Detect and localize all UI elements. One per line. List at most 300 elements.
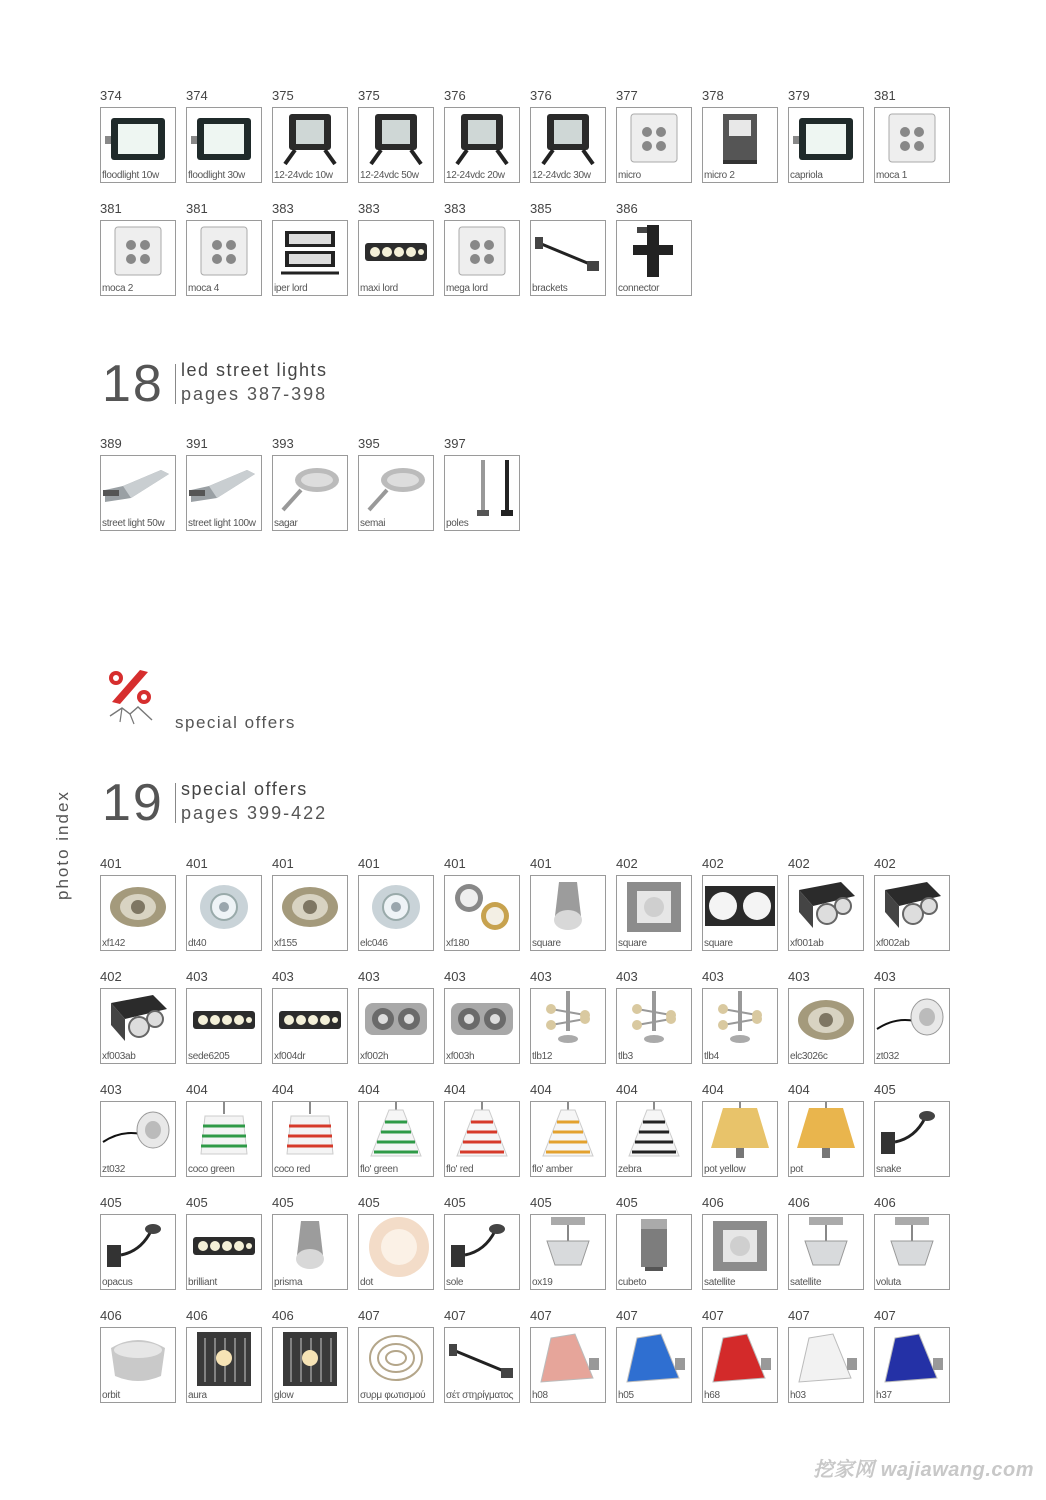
page-number: 383 xyxy=(272,201,294,216)
page-number: 376 xyxy=(444,88,466,103)
page-number: 403 xyxy=(874,969,896,984)
glass-lamp-icon xyxy=(187,876,261,938)
product-tile xyxy=(530,969,606,1064)
recessed-spot-icon xyxy=(789,876,863,938)
page-number: 403 xyxy=(616,969,638,984)
product-thumbnail-frame xyxy=(444,1101,520,1177)
product-label: xf004dr xyxy=(274,1051,306,1062)
product-tile xyxy=(788,1195,864,1290)
cube-icon xyxy=(617,1215,691,1277)
street-light-icon xyxy=(101,456,175,518)
product-thumbnail-frame xyxy=(186,455,262,531)
product-thumbnail-frame xyxy=(358,107,434,183)
page-number: 405 xyxy=(444,1195,466,1210)
product-label: h03 xyxy=(790,1390,806,1401)
product-thumbnail-frame xyxy=(272,988,348,1064)
product-tile xyxy=(272,201,348,296)
glass-lamp-icon xyxy=(359,876,433,938)
product-tile xyxy=(100,1195,176,1290)
section-divider xyxy=(175,364,176,404)
page-number: 407 xyxy=(530,1308,552,1323)
product-grid-floodlights xyxy=(100,88,950,296)
page-number: 407 xyxy=(788,1308,810,1323)
floodlight-icon xyxy=(187,108,261,170)
product-thumbnail-frame xyxy=(186,107,262,183)
page-number: 403 xyxy=(530,969,552,984)
product-tile xyxy=(702,88,778,183)
product-label: floodlight 10w xyxy=(102,170,159,181)
page-number: 404 xyxy=(616,1082,638,1097)
product-thumbnail-frame xyxy=(100,107,176,183)
product-thumbnail-frame xyxy=(788,107,864,183)
product-label: elc3026c xyxy=(790,1051,828,1062)
product-tile xyxy=(186,969,262,1064)
white-box-icon xyxy=(101,221,175,283)
product-label: mega lord xyxy=(446,283,488,294)
product-tile xyxy=(874,856,950,951)
product-label: 12-24vdc 30w xyxy=(532,170,591,181)
double-spot-icon xyxy=(359,989,433,1051)
product-tile xyxy=(530,88,606,183)
downlight-icon xyxy=(789,989,863,1051)
product-label: voluta xyxy=(876,1277,901,1288)
product-thumbnail-frame xyxy=(616,988,692,1064)
page-number: 383 xyxy=(444,201,466,216)
wall-lamp-icon xyxy=(875,1102,949,1164)
product-thumbnail-frame xyxy=(186,988,262,1064)
page-number: 406 xyxy=(186,1308,208,1323)
product-label: xf003h xyxy=(446,1051,475,1062)
product-thumbnail-frame xyxy=(616,875,692,951)
cone-icon xyxy=(789,1328,863,1390)
page-number: 406 xyxy=(788,1195,810,1210)
page-number: 407 xyxy=(874,1308,896,1323)
product-label: xf001ab xyxy=(790,938,824,949)
product-tile xyxy=(186,856,262,951)
page-number: 404 xyxy=(444,1082,466,1097)
product-tile xyxy=(358,1308,434,1403)
product-thumbnail-frame xyxy=(272,220,348,296)
page-number: 374 xyxy=(186,88,208,103)
product-label: xf155 xyxy=(274,938,297,949)
product-label: xf142 xyxy=(102,938,125,949)
ceiling-icon xyxy=(789,1215,863,1277)
cone-icon xyxy=(875,1328,949,1390)
cable-spot-icon xyxy=(875,989,949,1051)
product-tile xyxy=(702,856,778,951)
page-number: 406 xyxy=(100,1308,122,1323)
page-number: 401 xyxy=(100,856,122,871)
page-number: 374 xyxy=(100,88,122,103)
product-thumbnail-frame xyxy=(788,875,864,951)
product-label: flo' green xyxy=(360,1164,398,1175)
product-tile xyxy=(874,88,950,183)
product-label: συρμ φωτισμού xyxy=(360,1390,426,1401)
product-tile xyxy=(100,1308,176,1403)
floodlight-icon xyxy=(101,108,175,170)
product-label: poles xyxy=(446,518,469,529)
page-number: 402 xyxy=(788,856,810,871)
product-label: orbit xyxy=(102,1390,120,1401)
product-label: square xyxy=(618,938,647,949)
product-label: flo' amber xyxy=(532,1164,573,1175)
floodlight-stand-icon xyxy=(445,108,519,170)
page-number: 379 xyxy=(788,88,810,103)
product-thumbnail-frame xyxy=(444,220,520,296)
product-thumbnail-frame xyxy=(874,988,950,1064)
product-tile xyxy=(702,969,778,1064)
product-thumbnail-frame xyxy=(100,988,176,1064)
page-number: 404 xyxy=(358,1082,380,1097)
product-thumbnail-frame xyxy=(788,1214,864,1290)
product-tile xyxy=(272,436,348,531)
product-thumbnail-frame xyxy=(702,988,778,1064)
floodlight-icon xyxy=(789,108,863,170)
product-thumbnail-frame xyxy=(272,1327,348,1403)
section-number: 18 xyxy=(102,355,164,413)
section-pages: pages 399-422 xyxy=(181,803,328,823)
page-number: 375 xyxy=(358,88,380,103)
product-tile xyxy=(100,88,176,183)
product-thumbnail-frame xyxy=(530,988,606,1064)
product-thumbnail-frame xyxy=(530,1101,606,1177)
led-bar-icon xyxy=(273,989,347,1051)
product-tile xyxy=(788,856,864,951)
product-label: sole xyxy=(446,1277,464,1288)
ring-icon xyxy=(445,876,519,938)
product-label: brilliant xyxy=(188,1277,217,1288)
page-number: 401 xyxy=(530,856,552,871)
product-tile xyxy=(444,1195,520,1290)
product-label: cubeto xyxy=(618,1277,647,1288)
page-number: 376 xyxy=(530,88,552,103)
page-number: 395 xyxy=(358,436,380,451)
page-number: 403 xyxy=(358,969,380,984)
product-tile xyxy=(444,436,520,531)
product-label: floodlight 30w xyxy=(188,170,245,181)
product-thumbnail-frame xyxy=(616,107,692,183)
recessed-spot-icon xyxy=(101,989,175,1051)
product-thumbnail-frame xyxy=(100,1214,176,1290)
product-thumbnail-frame xyxy=(444,1214,520,1290)
track-lamp-icon xyxy=(703,989,777,1051)
product-tile xyxy=(272,856,348,951)
product-thumbnail-frame xyxy=(100,1101,176,1177)
section-title: special offers xyxy=(181,779,308,799)
watermark: 挖家网 wajiawang.com xyxy=(813,1459,1034,1481)
product-label: aura xyxy=(188,1390,207,1401)
product-label: brackets xyxy=(532,283,568,294)
cone-icon xyxy=(703,1328,777,1390)
product-label: capriola xyxy=(790,170,823,181)
product-tile xyxy=(186,1308,262,1403)
wall-lamp-icon xyxy=(445,1215,519,1277)
product-tile xyxy=(702,1308,778,1403)
page-number: 405 xyxy=(530,1195,552,1210)
product-label: xf180 xyxy=(446,938,469,949)
product-thumbnail-frame xyxy=(788,1101,864,1177)
connector-icon xyxy=(617,221,691,283)
product-tile xyxy=(358,436,434,531)
led-bar-icon xyxy=(187,989,261,1051)
product-thumbnail-frame xyxy=(100,220,176,296)
page-number: 407 xyxy=(358,1308,380,1323)
recessed-spot-icon xyxy=(875,876,949,938)
product-thumbnail-frame xyxy=(530,107,606,183)
product-label: 12-24vdc 10w xyxy=(274,170,333,181)
product-thumbnail-frame xyxy=(186,875,262,951)
product-label: street light 100w xyxy=(188,518,256,529)
floodlight-stand-icon xyxy=(359,108,433,170)
page-number: 403 xyxy=(444,969,466,984)
shade-icon xyxy=(703,1102,777,1164)
page-number: 381 xyxy=(874,88,896,103)
product-label: tlb12 xyxy=(532,1051,553,1062)
page-number: 402 xyxy=(100,969,122,984)
product-thumbnail-frame xyxy=(874,1214,950,1290)
street-light-icon xyxy=(187,456,261,518)
product-tile xyxy=(788,1082,864,1177)
product-tile xyxy=(616,1308,692,1403)
product-label: xf002ab xyxy=(876,938,910,949)
bell-pendant-icon xyxy=(617,1102,691,1164)
product-tile xyxy=(272,1195,348,1290)
bell-pendant-icon xyxy=(531,1102,605,1164)
cone-icon xyxy=(617,1328,691,1390)
page-number: 381 xyxy=(186,201,208,216)
page-number: 405 xyxy=(616,1195,638,1210)
page-number: 404 xyxy=(186,1082,208,1097)
product-label: dot xyxy=(360,1277,374,1288)
product-thumbnail-frame xyxy=(186,1214,262,1290)
cone-icon xyxy=(531,1328,605,1390)
product-tile xyxy=(100,856,176,951)
page-number: 406 xyxy=(874,1195,896,1210)
page-number: 403 xyxy=(186,969,208,984)
product-thumbnail-frame xyxy=(788,988,864,1064)
product-thumbnail-frame xyxy=(186,1327,262,1403)
product-thumbnail-frame xyxy=(444,455,520,531)
product-thumbnail-frame xyxy=(530,1327,606,1403)
product-label: elc046 xyxy=(360,938,388,949)
product-thumbnail-frame xyxy=(100,875,176,951)
product-label: moca 2 xyxy=(102,283,133,294)
product-label: sagar xyxy=(274,518,298,529)
product-thumbnail-frame xyxy=(272,1101,348,1177)
product-label: pot xyxy=(790,1164,804,1175)
product-tile xyxy=(186,1195,262,1290)
product-tile xyxy=(100,436,176,531)
page-number: 404 xyxy=(788,1082,810,1097)
product-thumbnail-frame xyxy=(616,220,692,296)
page-number: 402 xyxy=(874,856,896,871)
product-tile xyxy=(874,1195,950,1290)
page-number: 393 xyxy=(272,436,294,451)
page-number: 404 xyxy=(702,1082,724,1097)
spot-icon xyxy=(531,876,605,938)
section-number: 19 xyxy=(102,774,164,832)
bracket-icon xyxy=(445,1328,519,1390)
page-number: 375 xyxy=(272,88,294,103)
wire-icon xyxy=(359,1328,433,1390)
product-tile xyxy=(100,201,176,296)
product-tile xyxy=(702,1082,778,1177)
product-tile xyxy=(272,1082,348,1177)
product-thumbnail-frame xyxy=(100,455,176,531)
product-thumbnail-frame xyxy=(358,220,434,296)
page-number: 402 xyxy=(616,856,638,871)
page-number: 391 xyxy=(186,436,208,451)
page-number: 405 xyxy=(874,1082,896,1097)
white-box-icon xyxy=(445,221,519,283)
track-lamp-icon xyxy=(531,989,605,1051)
downlight-icon xyxy=(101,876,175,938)
product-thumbnail-frame xyxy=(616,1214,692,1290)
product-tile xyxy=(186,201,262,296)
percent-icon xyxy=(100,664,162,726)
product-tile xyxy=(444,88,520,183)
page-number: 401 xyxy=(358,856,380,871)
product-thumbnail-frame xyxy=(272,455,348,531)
product-label: moca 1 xyxy=(876,170,907,181)
page-number: 401 xyxy=(444,856,466,871)
product-thumbnail-frame xyxy=(702,1101,778,1177)
page-number: 407 xyxy=(702,1308,724,1323)
section-title: led street lights xyxy=(181,360,328,380)
product-tile xyxy=(358,201,434,296)
spot-icon xyxy=(273,1215,347,1277)
product-tile xyxy=(358,88,434,183)
ceiling-icon xyxy=(531,1215,605,1277)
page-number: 403 xyxy=(702,969,724,984)
product-tile xyxy=(186,1082,262,1177)
ceiling-icon xyxy=(875,1215,949,1277)
product-tile xyxy=(358,969,434,1064)
product-label: opacus xyxy=(102,1277,133,1288)
product-label: h08 xyxy=(532,1390,548,1401)
product-label: 12-24vdc 50w xyxy=(360,170,419,181)
product-tile xyxy=(530,856,606,951)
product-label: h05 xyxy=(618,1390,634,1401)
product-thumbnail-frame xyxy=(272,107,348,183)
page-number: 389 xyxy=(100,436,122,451)
page-number: 403 xyxy=(100,1082,122,1097)
product-grid-special-offers xyxy=(100,856,950,1403)
product-tile xyxy=(530,201,606,296)
product-label: micro xyxy=(618,170,641,181)
glow-icon xyxy=(359,1215,433,1277)
product-label: satellite xyxy=(790,1277,822,1288)
product-label: satellite xyxy=(704,1277,736,1288)
product-thumbnail-frame xyxy=(616,1327,692,1403)
product-label: square xyxy=(532,938,561,949)
section-pages: pages 387-398 xyxy=(181,384,328,404)
wall-lamp-icon xyxy=(101,1215,175,1277)
product-thumbnail-frame xyxy=(272,875,348,951)
product-tile xyxy=(616,88,692,183)
bell-pendant-icon xyxy=(359,1102,433,1164)
cable-spot-icon xyxy=(101,1102,175,1164)
page-number: 405 xyxy=(100,1195,122,1210)
product-label: σέτ στηρίγματος xyxy=(446,1390,514,1401)
product-thumbnail-frame xyxy=(358,875,434,951)
product-tile xyxy=(100,1082,176,1177)
white-box-icon xyxy=(187,221,261,283)
product-thumbnail-frame xyxy=(186,220,262,296)
product-tile xyxy=(100,969,176,1064)
page-number: 397 xyxy=(444,436,466,451)
product-label: h37 xyxy=(876,1390,892,1401)
page-number: 406 xyxy=(702,1195,724,1210)
pendant-icon xyxy=(273,1102,347,1164)
product-thumbnail-frame xyxy=(616,1101,692,1177)
product-tile xyxy=(186,88,262,183)
orbit-icon xyxy=(101,1328,175,1390)
product-thumbnail-frame xyxy=(530,220,606,296)
page-number: 403 xyxy=(272,969,294,984)
product-thumbnail-frame xyxy=(186,1101,262,1177)
product-thumbnail-frame xyxy=(358,455,434,531)
product-tile xyxy=(616,201,692,296)
product-label: dt40 xyxy=(188,938,207,949)
product-tile xyxy=(444,1308,520,1403)
product-tile xyxy=(444,856,520,951)
product-label: glow xyxy=(274,1390,294,1401)
product-label: zt032 xyxy=(102,1164,125,1175)
product-thumbnail-frame xyxy=(444,875,520,951)
product-label: xf003ab xyxy=(102,1051,136,1062)
product-thumbnail-frame xyxy=(702,1214,778,1290)
grey-box-icon xyxy=(703,108,777,170)
product-grid-street-lights xyxy=(100,436,950,531)
product-label: prisma xyxy=(274,1277,303,1288)
product-thumbnail-frame xyxy=(874,1327,950,1403)
product-label: micro 2 xyxy=(704,170,735,181)
crystal-icon xyxy=(273,1328,347,1390)
product-tile xyxy=(530,1082,606,1177)
product-label: tlb4 xyxy=(704,1051,719,1062)
double-spot-icon xyxy=(445,989,519,1051)
product-label: semai xyxy=(360,518,386,529)
led-bar-icon xyxy=(187,1215,261,1277)
product-label: maxi lord xyxy=(360,283,398,294)
product-tile xyxy=(616,969,692,1064)
product-thumbnail-frame xyxy=(272,1214,348,1290)
product-tile xyxy=(616,856,692,951)
product-thumbnail-frame xyxy=(444,107,520,183)
square-frame-icon xyxy=(617,876,691,938)
product-tile xyxy=(444,201,520,296)
street-lamp-icon xyxy=(359,456,433,518)
product-thumbnail-frame xyxy=(358,1327,434,1403)
product-label: 12-24vdc 20w xyxy=(446,170,505,181)
product-label: square xyxy=(704,938,733,949)
page-number: 385 xyxy=(530,201,552,216)
product-tile xyxy=(702,1195,778,1290)
page-number: 403 xyxy=(788,969,810,984)
shade-icon xyxy=(789,1102,863,1164)
product-tile xyxy=(616,1082,692,1177)
product-tile xyxy=(272,88,348,183)
product-tile xyxy=(874,1308,950,1403)
section-divider xyxy=(175,783,176,823)
product-label: flo' red xyxy=(446,1164,474,1175)
product-thumbnail-frame xyxy=(702,107,778,183)
page-number: 383 xyxy=(358,201,380,216)
pendant-icon xyxy=(187,1102,261,1164)
product-tile xyxy=(358,1082,434,1177)
square-frame-icon xyxy=(703,1215,777,1277)
